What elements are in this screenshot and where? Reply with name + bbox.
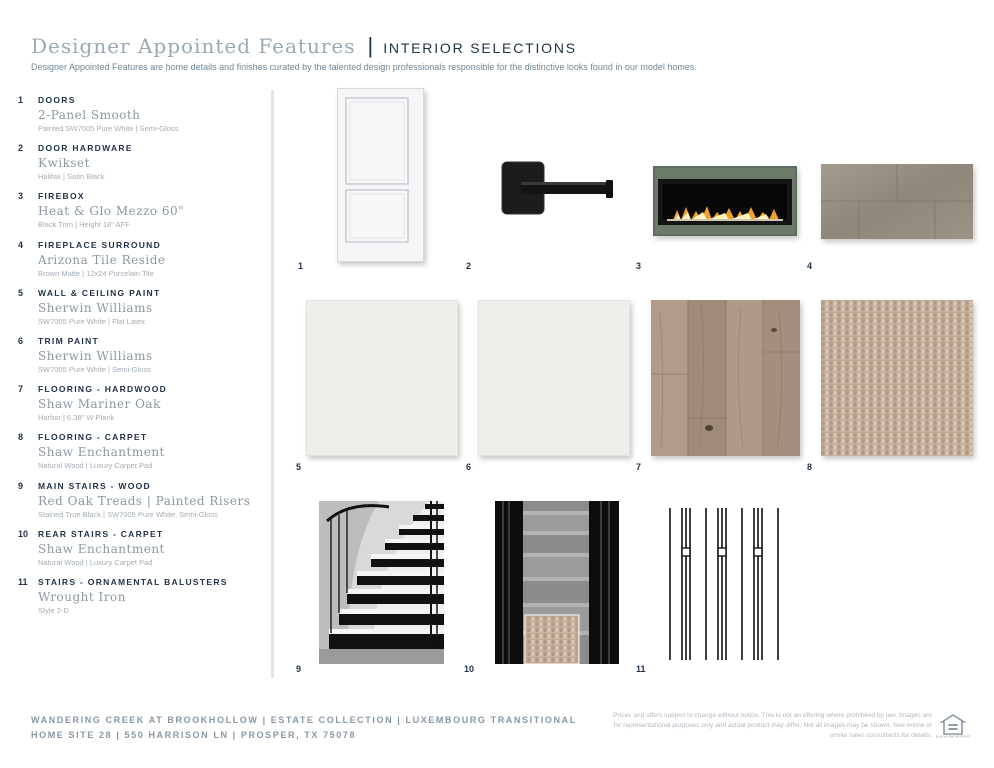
item-number: 11 <box>18 576 28 587</box>
selection-item-firebox <box>18 189 266 237</box>
main-stairs-image <box>319 501 444 664</box>
item-category: REAR STAIRS - CARPET <box>38 528 164 539</box>
item-number: 1 <box>18 95 24 105</box>
page-title: Designer Appointed Features <box>31 34 356 58</box>
thumb-label: 11 <box>636 664 646 674</box>
wall-paint-swatch <box>306 300 458 456</box>
thumb-label: 4 <box>807 261 813 271</box>
selection-item-flooring-carpet <box>18 430 266 478</box>
item-category: FIREPLACE SURROUND <box>38 239 162 250</box>
item-name: Shaw Enchantment <box>38 541 165 556</box>
carpet-swatch-image <box>821 300 973 456</box>
selection-item-main-stairs <box>18 479 266 527</box>
item-category: FIREBOX <box>38 191 85 202</box>
footer-line-address: HOME SITE 28 | 550 HARRISON LN | PROSPER, TX 75078 <box>31 730 357 740</box>
item-name: Red Oak Treads | Painted Risers <box>38 493 251 508</box>
item-spec: Stained True Black | SW7005 Pure White, Semi-Gloss <box>38 509 218 519</box>
item-number: 6 <box>18 335 24 346</box>
page-subtitle: INTERIOR SELECTIONS <box>383 40 577 56</box>
item-name: Wrought Iron <box>38 589 126 604</box>
door-swatch-image <box>337 88 424 262</box>
item-number: 9 <box>18 480 24 491</box>
thumb-label: 5 <box>296 462 302 472</box>
item-name: Sherwin Williams <box>38 348 153 363</box>
selection-item-doors <box>18 93 266 141</box>
item-spec: Painted SW7005 Pure White | Semi-Gloss <box>38 124 179 133</box>
fireplace-tile-image <box>821 164 973 239</box>
trim-paint-swatch <box>478 300 630 456</box>
item-name: Sherwin Williams <box>38 300 153 315</box>
thumb-label: 2 <box>466 261 472 271</box>
item-number: 2 <box>18 143 24 154</box>
item-category: STAIRS - ORNAMENTAL BALUSTERS <box>38 576 228 587</box>
item-spec: Natural Wood | Luxury Carpet Pad <box>38 557 153 567</box>
vertical-divider <box>271 90 274 678</box>
community-footer <box>31 713 577 743</box>
item-spec: SW7005 Pure White | Flat Latex <box>38 316 145 326</box>
item-name: Shaw Mariner Oak <box>38 397 161 412</box>
item-name: Heat & Glo Mezzo 60" <box>38 204 185 219</box>
item-spec: Natural Wood | Luxury Carpet Pad <box>38 461 153 471</box>
item-number: 8 <box>18 432 24 443</box>
thumb-label: 3 <box>636 261 642 271</box>
item-spec: Brown Matte | 12x24 Porcelain Tile <box>38 268 154 278</box>
item-category: FLOORING - HARDWOOD <box>38 384 168 395</box>
thumb-label: 6 <box>466 462 472 472</box>
equal-housing-icon <box>935 714 971 739</box>
item-spec: SW7005 Pure White | Semi-Gloss <box>38 364 151 374</box>
item-number: 3 <box>18 191 24 202</box>
selections-list <box>18 93 266 623</box>
item-name: Kwikset <box>38 156 90 171</box>
selection-item-door-hardware <box>18 141 266 189</box>
hardwood-swatch-image <box>651 300 800 456</box>
selection-item-wall-ceiling-paint <box>18 286 266 334</box>
item-category: TRIM PAINT <box>38 335 100 346</box>
item-spec: Style 2-D <box>38 605 69 615</box>
disclaimer: Prices and offers subject to change without notice. This is not an offering where prohibited by law. Images are for representational purposes only and actual product may differ. Not all images may be shown. See online or onsite sales consultants for details. <box>613 712 932 739</box>
item-name: Shaw Enchantment <box>38 445 165 460</box>
item-spec: Harbor | 6.38" W Plank <box>38 413 115 423</box>
selection-item-flooring-hardwood <box>18 382 266 430</box>
door-lever-image <box>496 160 618 218</box>
item-category: MAIN STAIRS - WOOD <box>38 480 151 491</box>
item-category: DOORS <box>38 95 76 105</box>
page-header <box>31 33 577 59</box>
selection-item-rear-stairs <box>18 527 266 575</box>
thumb-label: 10 <box>464 664 475 674</box>
balusters-image <box>664 506 784 662</box>
item-category: WALL & CEILING PAINT <box>38 287 161 298</box>
intro-text: Designer Appointed Features are home details and finishes curated by the talented design professionals responsible for the distinctive looks found in our model homes. <box>31 62 697 72</box>
item-spec: Black Trim | Height 18" AFF <box>38 220 130 230</box>
firebox-image <box>653 166 797 236</box>
thumb-label: 7 <box>636 462 642 472</box>
item-number: 7 <box>18 384 24 395</box>
thumb-label: 8 <box>807 462 813 472</box>
thumb-label: 1 <box>298 261 304 271</box>
footer-line-community: WANDERING CREEK AT BROOKHOLLOW | ESTATE COLLECTION | LUXEMBOURG TRANSITIONAL <box>31 715 577 725</box>
equal-housing-label: EQUAL HOUSING OPPORTUNITY <box>935 735 971 739</box>
item-number: 4 <box>18 239 24 250</box>
item-number: 10 <box>18 528 29 539</box>
item-number: 5 <box>18 287 24 298</box>
selection-item-trim-paint <box>18 334 266 382</box>
item-name: Arizona Tile Reside <box>38 252 166 267</box>
rear-stairs-image <box>495 501 619 664</box>
item-spec: Halifax | Satin Black <box>38 172 105 182</box>
item-category: DOOR HARDWARE <box>38 143 133 154</box>
item-category: FLOORING - CARPET <box>38 432 148 443</box>
title-separator: | <box>367 33 374 58</box>
selection-item-balusters <box>18 575 266 623</box>
item-name: 2-Panel Smooth <box>38 108 141 122</box>
thumb-label: 9 <box>296 664 302 674</box>
selection-item-fireplace-surround <box>18 238 266 286</box>
